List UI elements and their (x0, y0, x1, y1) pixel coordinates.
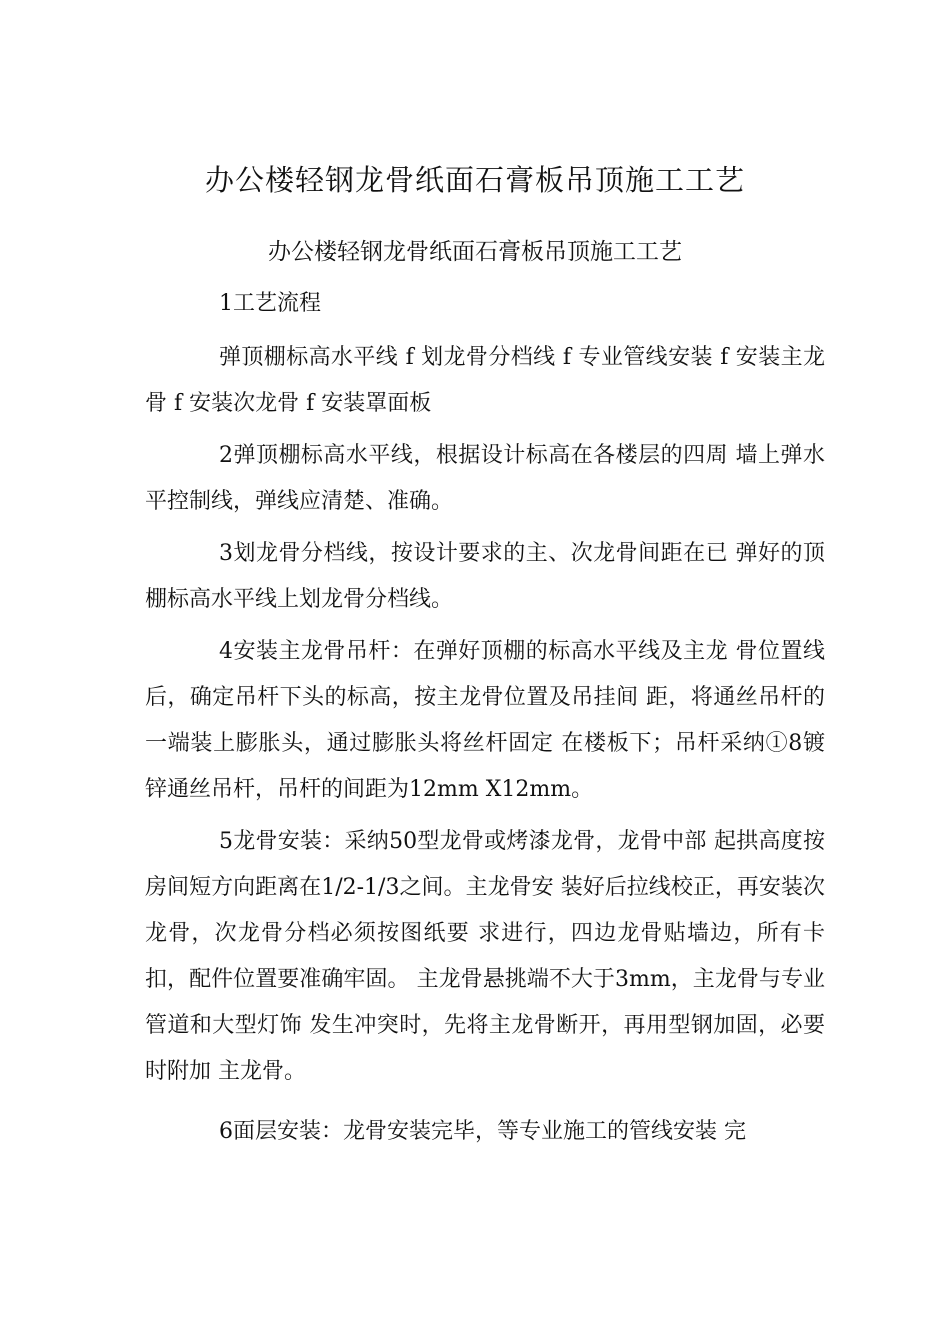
paragraph-step-6: 6面层安装：龙骨安装完毕，等专业施工的管线安装 完 (219, 1119, 746, 1144)
page-title: 办公楼轻钢龙骨纸面石膏板吊顶施工工艺 (204, 163, 745, 197)
paragraph-process-flow: 弹顶棚标高水平线 f 划龙骨分档线 f 专业管线安装 f 安装主龙骨 f 安装次龙骨 f 安装罩面板 (145, 345, 825, 416)
document-body (145, 281, 825, 1161)
paragraph-step-4: 4安装主龙骨吊杆：在弹好顶棚的标高水平线及主龙 骨位置线后，确定吊杆下头的标高，按主龙骨位置及吊挂间 距，将通丝吊杆的一端装上膨胀头，通过膨胀头将丝杆固定 在楼板下；吊杆采纳①8镀锌通丝吊杆，吊杆的间距为12mm X12mm。 (145, 639, 825, 802)
page-subtitle: 办公楼轻钢龙骨纸面石膏板吊顶施工工艺 (268, 239, 682, 265)
paragraph-step-5: 5龙骨安装：采纳50型龙骨或烤漆龙骨，龙骨中部 起拱高度按房间短方向距离在1/2-1/3之间。主龙骨安 装好后拉线校正，再安装次龙骨，次龙骨分档必须按图纸要 求进行，四边龙骨贴墙边，所有卡扣，配件位置要准确牢固。 主龙骨悬挑端不大于3mm，主龙骨与专业管道和大型灯饰 发生冲突时，先将主龙骨断开，再用型钢加固，必要时附加 主龙骨。 (145, 829, 825, 1084)
section-heading-process: 1工艺流程 (219, 291, 321, 316)
paragraph-step-2: 2弹顶棚标高水平线，根据设计标高在各楼层的四周 墙上弹水平控制线，弹线应清楚、准确。 (145, 443, 825, 514)
paragraph-step-3: 3划龙骨分档线，按设计要求的主、次龙骨间距在已 弹好的顶棚标高水平线上划龙骨分档线。 (145, 541, 825, 612)
